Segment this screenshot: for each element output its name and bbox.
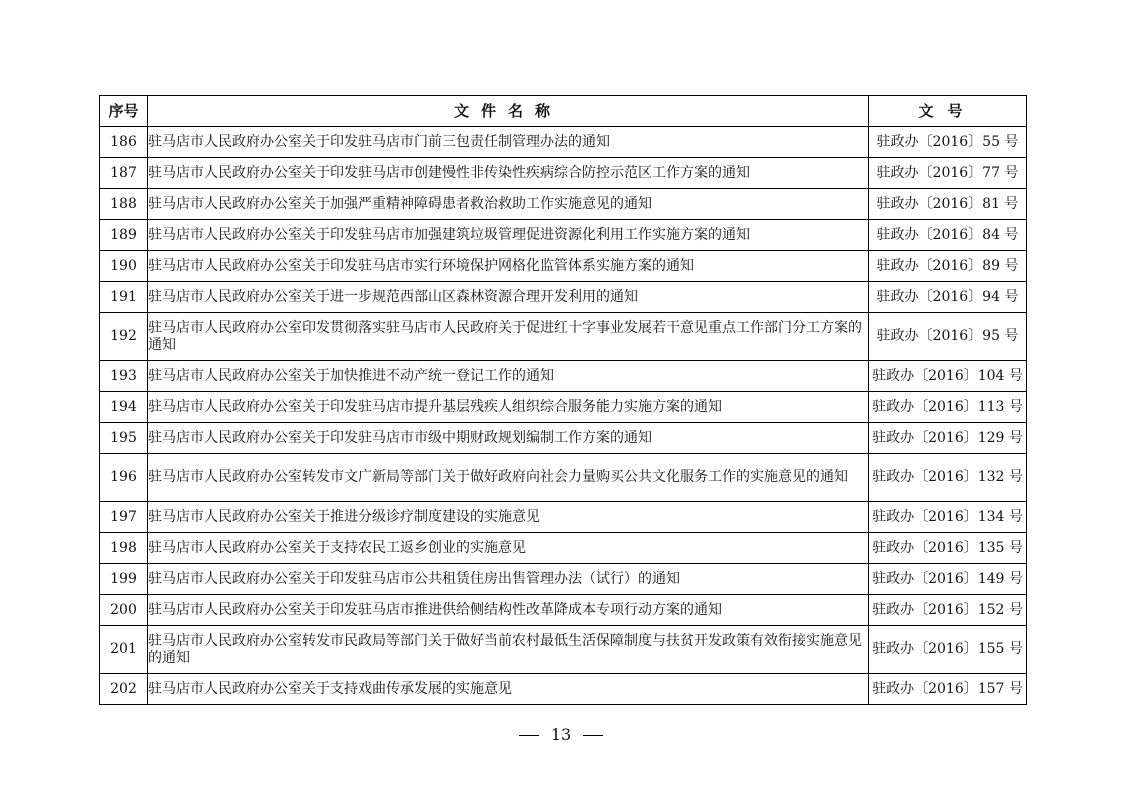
table-row — [100, 502, 1027, 533]
row-number: 驻政办〔2016〕152 号 — [869, 595, 1027, 626]
row-index: 201 — [100, 626, 148, 674]
row-index: 193 — [100, 361, 148, 392]
page-footer — [0, 725, 1122, 744]
table-row — [100, 361, 1027, 392]
row-index: 190 — [100, 251, 148, 282]
row-title: 驻马店市人民政府办公室关于印发驻马店市市级中期财政规划编制工作方案的通知 — [148, 423, 869, 454]
row-number: 驻政办〔2016〕81 号 — [869, 189, 1027, 220]
row-index: 194 — [100, 392, 148, 423]
row-title: 驻马店市人民政府办公室关于印发驻马店市推进供给侧结构性改革降成本专项行动方案的通知 — [148, 595, 869, 626]
footer-dash-right — [583, 735, 603, 736]
table-row — [100, 158, 1027, 189]
table-row — [100, 595, 1027, 626]
row-index: 195 — [100, 423, 148, 454]
table-row — [100, 674, 1027, 705]
row-index: 187 — [100, 158, 148, 189]
row-title: 驻马店市人民政府办公室关于进一步规范西部山区森林资源合理开发利用的通知 — [148, 282, 869, 313]
table-row — [100, 282, 1027, 313]
row-number: 驻政办〔2016〕94 号 — [869, 282, 1027, 313]
row-index: 188 — [100, 189, 148, 220]
row-title: 驻马店市人民政府办公室关于印发驻马店市加强建筑垃圾管理促进资源化利用工作实施方案的通知 — [148, 220, 869, 251]
row-title: 驻马店市人民政府办公室关于加快推进不动产统一登记工作的通知 — [148, 361, 869, 392]
table-row — [100, 533, 1027, 564]
row-title: 驻马店市人民政府办公室转发市文广新局等部门关于做好政府向社会力量购买公共文化服务工作的实施意见的通知 — [148, 454, 869, 502]
table-row — [100, 423, 1027, 454]
row-index: 196 — [100, 454, 148, 502]
header-title: 文件名称 — [148, 96, 869, 127]
row-title: 驻马店市人民政府办公室关于加强严重精神障碍患者救治救助工作实施意见的通知 — [148, 189, 869, 220]
row-number: 驻政办〔2016〕84 号 — [869, 220, 1027, 251]
row-index: 198 — [100, 533, 148, 564]
row-number: 驻政办〔2016〕134 号 — [869, 502, 1027, 533]
row-number: 驻政办〔2016〕77 号 — [869, 158, 1027, 189]
table-row — [100, 189, 1027, 220]
footer-dash-left — [519, 735, 539, 736]
row-index: 192 — [100, 313, 148, 361]
row-title: 驻马店市人民政府办公室关于印发驻马店市创建慢性非传染性疾病综合防控示范区工作方案的通知 — [148, 158, 869, 189]
row-index: 197 — [100, 502, 148, 533]
row-number: 驻政办〔2016〕135 号 — [869, 533, 1027, 564]
row-number: 驻政办〔2016〕149 号 — [869, 564, 1027, 595]
header-number: 文号 — [869, 96, 1027, 127]
row-number: 驻政办〔2016〕132 号 — [869, 454, 1027, 502]
row-number: 驻政办〔2016〕157 号 — [869, 674, 1027, 705]
table-row — [100, 564, 1027, 595]
row-index: 186 — [100, 127, 148, 158]
table-row — [100, 454, 1027, 502]
row-number: 驻政办〔2016〕55 号 — [869, 127, 1027, 158]
row-title: 驻马店市人民政府办公室关于印发驻马店市公共租赁住房出售管理办法（试行）的通知 — [148, 564, 869, 595]
table-row — [100, 392, 1027, 423]
row-number: 驻政办〔2016〕113 号 — [869, 392, 1027, 423]
row-number: 驻政办〔2016〕129 号 — [869, 423, 1027, 454]
row-title: 驻马店市人民政府办公室关于支持戏曲传承发展的实施意见 — [148, 674, 869, 705]
row-number: 驻政办〔2016〕155 号 — [869, 626, 1027, 674]
document-table — [99, 95, 1027, 705]
row-index: 199 — [100, 564, 148, 595]
row-title: 驻马店市人民政府办公室印发贯彻落实驻马店市人民政府关于促进红十字事业发展若干意见重点工作部门分工方案的通知 — [148, 313, 869, 361]
table-row — [100, 127, 1027, 158]
row-number: 驻政办〔2016〕104 号 — [869, 361, 1027, 392]
row-title: 驻马店市人民政府办公室关于印发驻马店市实行环境保护网格化监管体系实施方案的通知 — [148, 251, 869, 282]
row-index: 191 — [100, 282, 148, 313]
row-title: 驻马店市人民政府办公室关于推进分级诊疗制度建设的实施意见 — [148, 502, 869, 533]
table-row — [100, 313, 1027, 361]
row-title: 驻马店市人民政府办公室关于印发驻马店市提升基层残疾人组织综合服务能力实施方案的通知 — [148, 392, 869, 423]
table-header-row — [100, 96, 1027, 127]
row-title: 驻马店市人民政府办公室转发市民政局等部门关于做好当前农村最低生活保障制度与扶贫开发政策有效衔接实施意见的通知 — [148, 626, 869, 674]
table-row — [100, 220, 1027, 251]
page-number: 13 — [550, 725, 572, 744]
row-title: 驻马店市人民政府办公室关于印发驻马店市门前三包责任制管理办法的通知 — [148, 127, 869, 158]
row-title: 驻马店市人民政府办公室关于支持农民工返乡创业的实施意见 — [148, 533, 869, 564]
table-row — [100, 626, 1027, 674]
table-row — [100, 251, 1027, 282]
row-index: 189 — [100, 220, 148, 251]
row-number: 驻政办〔2016〕89 号 — [869, 251, 1027, 282]
row-index: 200 — [100, 595, 148, 626]
header-index: 序号 — [100, 96, 148, 127]
row-number: 驻政办〔2016〕95 号 — [869, 313, 1027, 361]
row-index: 202 — [100, 674, 148, 705]
